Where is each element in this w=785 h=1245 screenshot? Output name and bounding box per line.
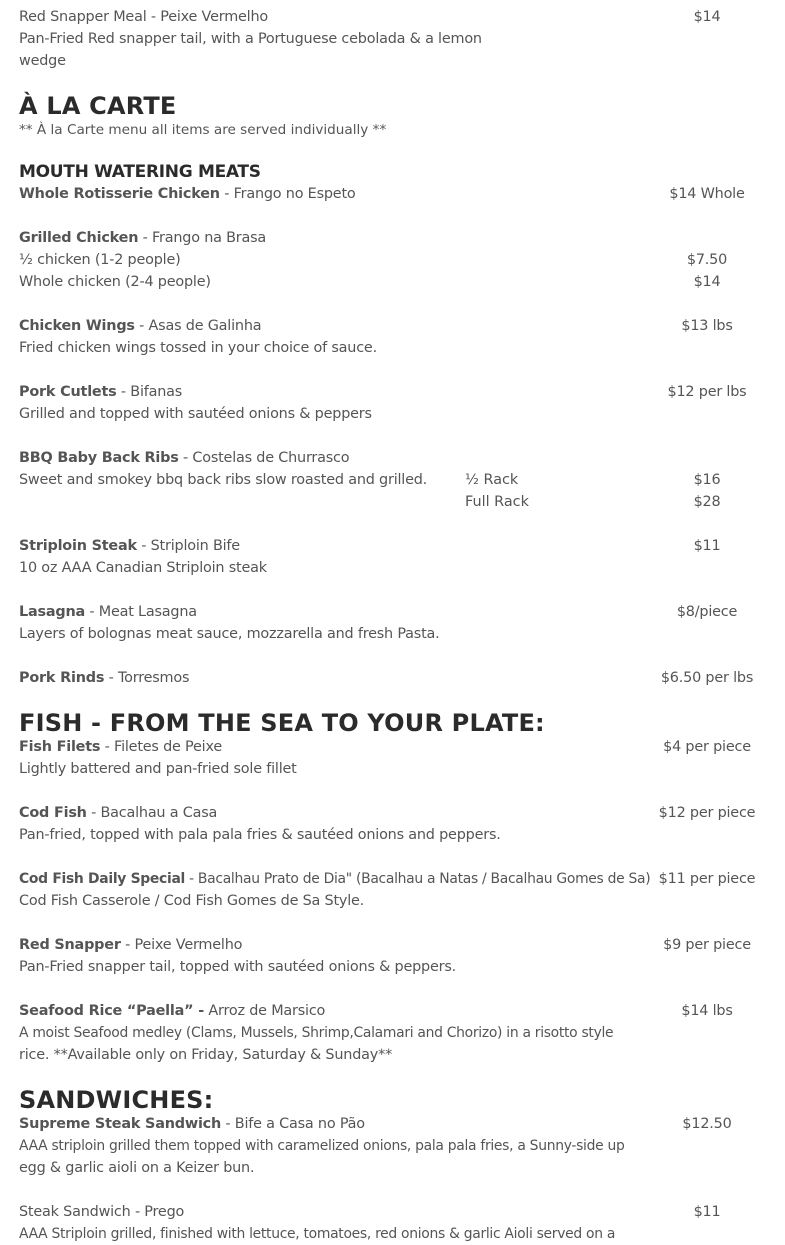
item-price: $11 per piece xyxy=(658,871,756,887)
item-price: $28 xyxy=(693,494,721,510)
item-pork-rinds xyxy=(19,667,189,689)
item-description: Layers of bolognas meat sauce, mozzarella and fresh Pasta. xyxy=(19,626,440,642)
item-alt-name: - Bife a Casa no Pão xyxy=(221,1116,365,1132)
item-bbq-ribs xyxy=(19,447,349,469)
item-price: $9 per piece xyxy=(663,937,751,953)
item-chicken-wings xyxy=(19,315,261,337)
alacarte-note: ** À la Carte menu all items are served individually ** xyxy=(19,122,387,138)
item-price: $16 xyxy=(693,472,721,488)
item-name: Red Snapper xyxy=(19,937,121,953)
item-alt-name: - Meat Lasagna xyxy=(85,604,197,620)
item-name: Grilled Chicken xyxy=(19,230,139,246)
item-name: Pork Cutlets xyxy=(19,384,117,400)
item-name: Cod Fish xyxy=(19,805,87,821)
item-price: $11 xyxy=(693,538,721,554)
section-title-meats: MOUTH WATERING MEATS xyxy=(19,162,261,182)
item-description: AAA Striploin grilled, finished with lettuce, tomatoes, red onions & garlic Aioli served on a xyxy=(19,1226,616,1242)
section-title-fish: FISH - FROM THE SEA TO YOUR PLATE: xyxy=(19,709,545,737)
item-price: $12 per piece xyxy=(658,805,756,821)
item-description: Grilled and topped with sautéed onions & peppers xyxy=(19,406,372,422)
item-price: $14 lbs xyxy=(681,1003,733,1019)
item-name: Whole Rotisserie Chicken xyxy=(19,186,220,202)
item-price: $11 xyxy=(693,1204,721,1220)
item-alt-name: - Asas de Galinha xyxy=(134,318,262,334)
item-name: Seafood Rice “Paella” - xyxy=(19,1003,205,1019)
item-price: $14 xyxy=(693,274,721,290)
item-alt-name: - Striploin Bife xyxy=(136,538,240,554)
item-name: Pork Rinds xyxy=(19,670,105,686)
item-pork-cutlets xyxy=(19,381,182,403)
item-red-snapper xyxy=(19,934,242,956)
item-price: $8/piece xyxy=(676,604,738,620)
item-description: Cod Fish Casserole / Cod Fish Gomes de Sa Style. xyxy=(19,893,365,909)
item-name: Red Snapper Meal - Peixe Vermelho xyxy=(19,9,268,25)
item-name: Striploin Steak xyxy=(19,538,137,554)
section-title-sandwiches: SANDWICHES: xyxy=(19,1086,214,1114)
item-price: $14 xyxy=(693,9,721,25)
item-alt-name: - Frango na Brasa xyxy=(138,230,267,246)
option-half-rack: ½ Rack xyxy=(465,472,519,488)
option-full-rack: Full Rack xyxy=(465,494,529,510)
item-price: $6.50 per lbs xyxy=(660,670,754,686)
item-description: Sweet and smokey bbq back ribs slow roasted and grilled. xyxy=(19,472,428,488)
item-name: Chicken Wings xyxy=(19,318,135,334)
item-price: $14 Whole xyxy=(669,186,745,202)
item-description: A moist Seafood medley (Clams, Mussels, Shrimp,Calamari and Chorizo) in a risotto style xyxy=(19,1025,614,1041)
item-alt-name: - Peixe Vermelho xyxy=(120,937,243,953)
item-price: $12 per lbs xyxy=(667,384,747,400)
item-alt-name: - Costelas de Churrasco xyxy=(178,450,350,466)
item-description: Pan-fried, topped with pala pala fries & sautéed onions and peppers. xyxy=(19,827,501,843)
item-name: Lasagna xyxy=(19,604,86,620)
item-alt-name: - Filetes de Peixe xyxy=(100,739,222,755)
item-supreme-steak-sandwich xyxy=(19,1113,365,1135)
item-description: Lightly battered and pan-fried sole fillet xyxy=(19,761,297,777)
item-grilled-chicken xyxy=(19,227,266,249)
item-rotisserie-chicken xyxy=(19,183,356,205)
item-cod-fish-special xyxy=(19,868,650,890)
item-alt-name: - Bifanas xyxy=(116,384,183,400)
item-price: $13 lbs xyxy=(681,318,733,334)
item-paella xyxy=(19,1000,325,1022)
item-description: Fried chicken wings tossed in your choice of sauce. xyxy=(19,340,377,356)
item-description: wedge xyxy=(19,53,66,69)
item-lasagna xyxy=(19,601,197,623)
item-name: Supreme Steak Sandwich xyxy=(19,1116,222,1132)
item-fish-filets xyxy=(19,736,222,758)
item-price: $7.50 xyxy=(686,252,728,268)
item-alt-name: - Torresmos xyxy=(104,670,190,686)
item-alt-name: - Bacalhau Prato de Dia" (Bacalhau a Natas / Bacalhau Gomes de Sa) xyxy=(184,871,651,887)
item-cod-fish xyxy=(19,802,217,824)
item-name: Cod Fish Daily Special xyxy=(19,871,185,887)
item-description: rice. **Available only on Friday, Saturday & Sunday** xyxy=(19,1047,393,1063)
item-alt-name: - Bacalhau a Casa xyxy=(86,805,218,821)
item-description: Pan-Fried Red snapper tail, with a Portuguese cebolada & a lemon xyxy=(19,31,482,47)
item-description: AAA striploin grilled them topped with caramelized onions, pala pala fries, a Sunny-side up xyxy=(19,1138,625,1154)
item-striploin-steak xyxy=(19,535,240,557)
item-alt-name: - Frango no Espeto xyxy=(219,186,356,202)
item-name: BBQ Baby Back Ribs xyxy=(19,450,179,466)
item-price: $12.50 xyxy=(682,1116,732,1132)
item-option: Whole chicken (2-4 people) xyxy=(19,274,211,290)
section-title-alacarte: À LA CARTE xyxy=(19,92,177,120)
item-description: 10 oz AAA Canadian Striploin steak xyxy=(19,560,267,576)
item-price: $4 per piece xyxy=(663,739,751,755)
item-name: Fish Filets xyxy=(19,739,101,755)
item-description: Pan-Fried snapper tail, topped with sautéed onions & peppers. xyxy=(19,959,457,975)
item-description: egg & garlic aioli on a Keizer bun. xyxy=(19,1160,255,1176)
item-option: ½ chicken (1-2 people) xyxy=(19,252,181,268)
item-alt-name: Arroz de Marsico xyxy=(204,1003,326,1019)
item-steak-sandwich: Steak Sandwich - Prego xyxy=(19,1204,185,1220)
